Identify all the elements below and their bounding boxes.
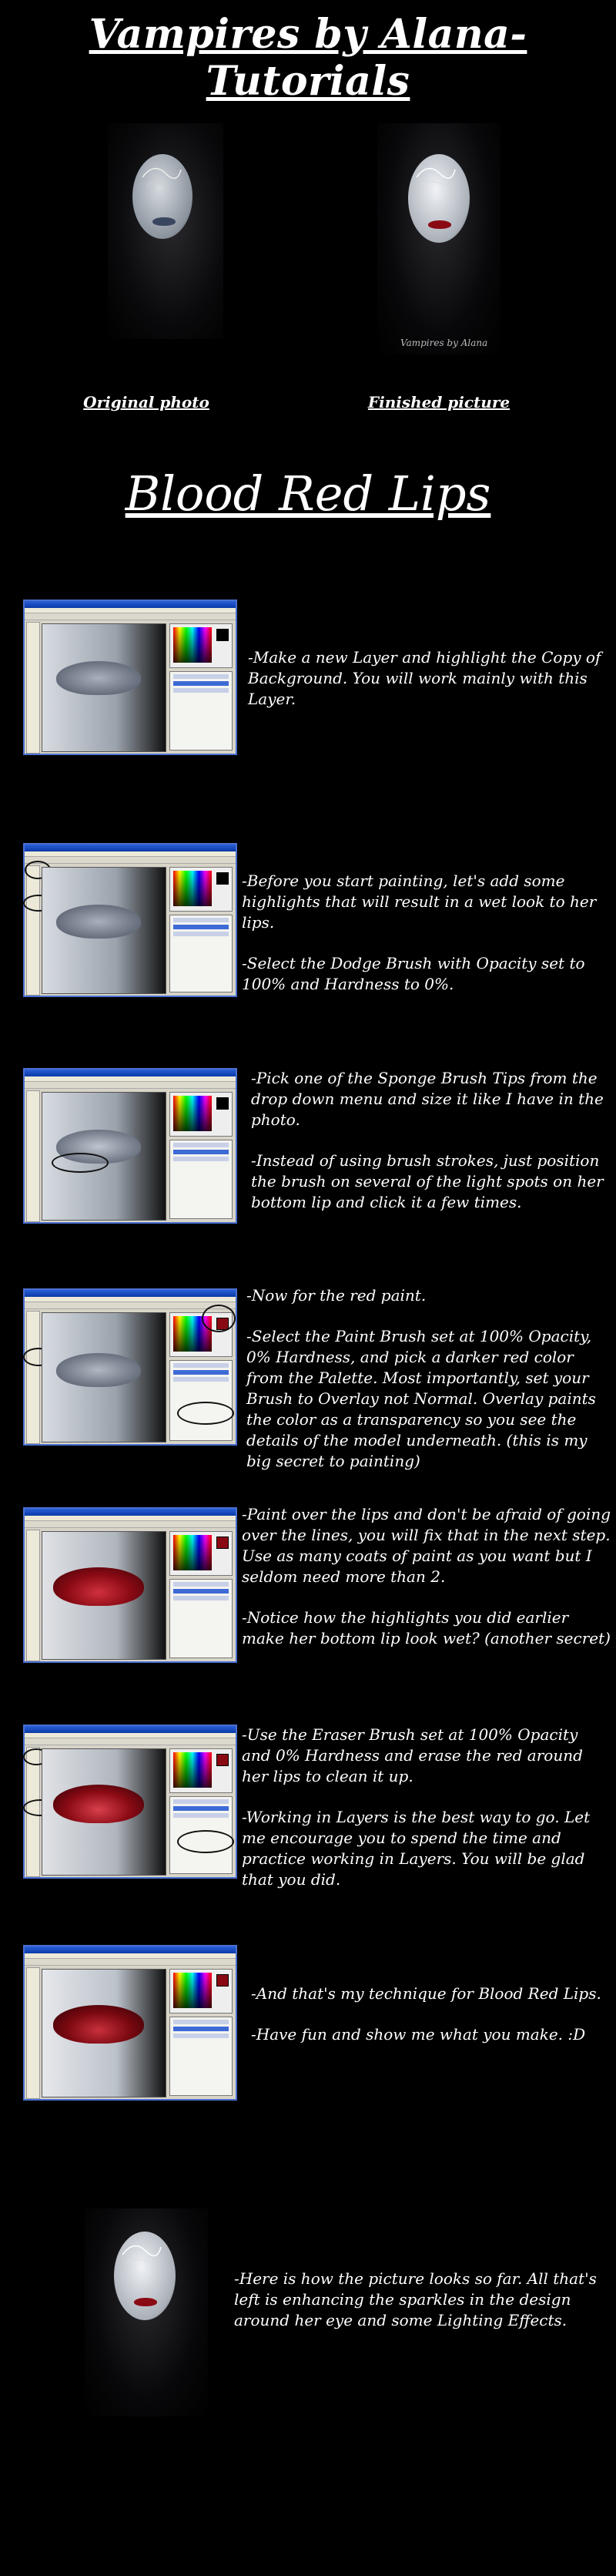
final-note-paragraph: -Here is how the picture looks so far. All that's left is enhancing the sparkles in the design around her eye and some Lighting Effects. bbox=[234, 2269, 597, 2329]
step-2-screenshot bbox=[23, 843, 237, 997]
step-4-screenshot bbox=[23, 1288, 237, 1446]
step-5-screenshot bbox=[23, 1507, 237, 1663]
step-7-paragraph-2: -Have fun and show me what you make. :D bbox=[251, 2025, 586, 2044]
step-3-text bbox=[251, 1068, 605, 1213]
step-6-screenshot bbox=[23, 1725, 237, 1879]
step-3-paragraph-2: -Instead of using brush strokes, just position the brush on several of the light spots on her bottom lip and click it a few times. bbox=[251, 1151, 604, 1211]
section-title: Blood Red Lips bbox=[125, 465, 491, 522]
step-1-screenshot bbox=[23, 599, 237, 755]
step-6-paragraph-2: -Working in Layers is the best way to go. Let me encourage you to spend the time and practice working in Layers. You will be glad that you did. bbox=[242, 1808, 591, 1889]
step-4-paragraph-1: -Now for the red paint. bbox=[246, 1286, 427, 1305]
original-photo bbox=[108, 123, 223, 339]
step-5-text bbox=[242, 1504, 611, 1649]
eye-design-icon bbox=[139, 162, 185, 193]
step-6-paragraph-1: -Use the Eraser Brush set at 100% Opacity and 0% Hardness and erase the red around her lips to clean it up. bbox=[242, 1725, 583, 1785]
step-5-paragraph-2: -Notice how the highlights you did earlier make her bottom lip look wet? (another secret) bbox=[242, 1608, 611, 1647]
step-3-paragraph-1: -Pick one of the Sponge Brush Tips from the drop down menu and size it like I have in the photo. bbox=[251, 1069, 604, 1129]
step-4-paragraph-2: -Select the Paint Brush set at 100% Opacity, 0% Hardness, and pick a darker red color from the Palette. Most importantly, set your Brush to Overlay not Normal. Overlay paints the color as a transparency so you see the details of the model underneath. (this is my big secret to painting) bbox=[246, 1327, 596, 1470]
step-1-text bbox=[248, 647, 610, 710]
signature: Vampires by Alana bbox=[400, 338, 488, 348]
step-7-paragraph-1: -And that's my technique for Blood Red Lips. bbox=[251, 1984, 601, 2003]
finished-caption: Finished picture bbox=[367, 393, 511, 411]
eye-design-icon bbox=[413, 162, 459, 193]
page-title: Vampires by Alana-Tutorials bbox=[89, 11, 527, 105]
step-7-screenshot bbox=[23, 1945, 237, 2101]
step-7-text bbox=[251, 1983, 605, 2045]
step-6-text bbox=[242, 1725, 611, 1890]
step-4-text bbox=[246, 1285, 613, 1472]
final-progress-photo bbox=[85, 2208, 208, 2416]
step-3-screenshot bbox=[23, 1068, 237, 1224]
step-2-paragraph-2: -Select the Dodge Brush with Opacity set to 100% and Hardness to 0%. bbox=[242, 954, 585, 993]
original-caption: Original photo bbox=[83, 393, 209, 411]
finished-photo bbox=[377, 123, 500, 354]
step-2-text bbox=[242, 871, 611, 995]
step-1-paragraph: -Make a new Layer and highlight the Copy of Background. You will work mainly with this Layer. bbox=[248, 648, 601, 708]
final-note-text bbox=[234, 2269, 608, 2331]
step-2-paragraph-1: -Before you start painting, let's add some highlights that will result in a wet look to her lips. bbox=[242, 872, 597, 932]
step-5-paragraph-1: -Paint over the lips and don't be afraid of going over the lines, you will fix that in the next step. Use as many coats of paint as you want but I seldom need more than 2. bbox=[242, 1505, 611, 1586]
eye-design-icon bbox=[119, 2239, 165, 2270]
